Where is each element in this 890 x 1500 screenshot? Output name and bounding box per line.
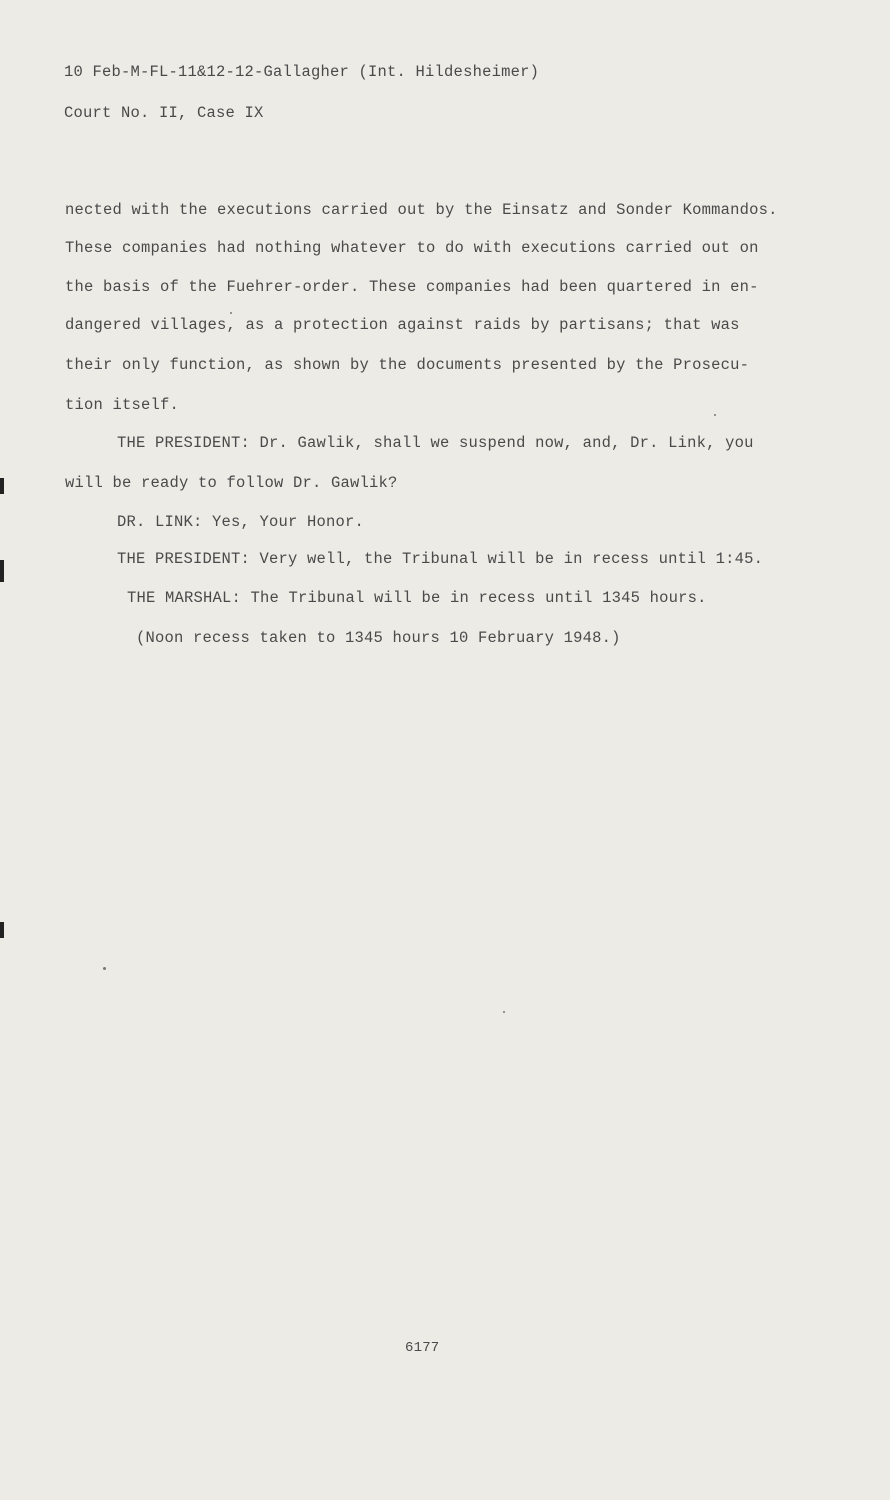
paper-speck — [230, 312, 232, 314]
binding-mark — [0, 560, 4, 582]
paragraph-line: the basis of the Fuehrer-order. These companies had been quartered in en- — [65, 278, 759, 296]
header-case-reference: 10 Feb-M-FL-11&12-12-Gallagher (Int. Hildesheimer) — [64, 63, 540, 81]
header-court-info: Court No. II, Case IX — [64, 104, 264, 122]
marshal-statement: THE MARSHAL: The Tribunal will be in recess until 1345 hours. — [127, 589, 707, 607]
paper-speck — [103, 967, 106, 970]
president-statement-continuation: will be ready to follow Dr. Gawlik? — [65, 474, 398, 492]
paragraph-line: tion itself. — [65, 396, 180, 414]
link-statement: DR. LINK: Yes, Your Honor. — [117, 513, 365, 531]
page-number: 6177 — [405, 1340, 440, 1356]
paragraph-line: These companies had nothing whatever to do with executions carried out on — [65, 239, 759, 257]
binding-mark — [0, 478, 4, 494]
paragraph-line: dangered villages, as a protection against raids by partisans; that was — [65, 316, 740, 334]
recess-note: (Noon recess taken to 1345 hours 10 February 1948.) — [136, 629, 621, 647]
president-recess-statement: THE PRESIDENT: Very well, the Tribunal will be in recess until 1:45. — [117, 550, 764, 568]
paragraph-line: nected with the executions carried out by the Einsatz and Sonder Kommandos. — [65, 201, 778, 219]
president-statement-line: THE PRESIDENT: Dr. Gawlik, shall we suspend now, and, Dr. Link, you — [117, 434, 754, 452]
binding-mark — [0, 922, 4, 938]
paper-speck — [503, 1011, 505, 1013]
paper-speck — [714, 414, 716, 416]
paragraph-line: their only function, as shown by the documents presented by the Prosecu- — [65, 356, 750, 374]
